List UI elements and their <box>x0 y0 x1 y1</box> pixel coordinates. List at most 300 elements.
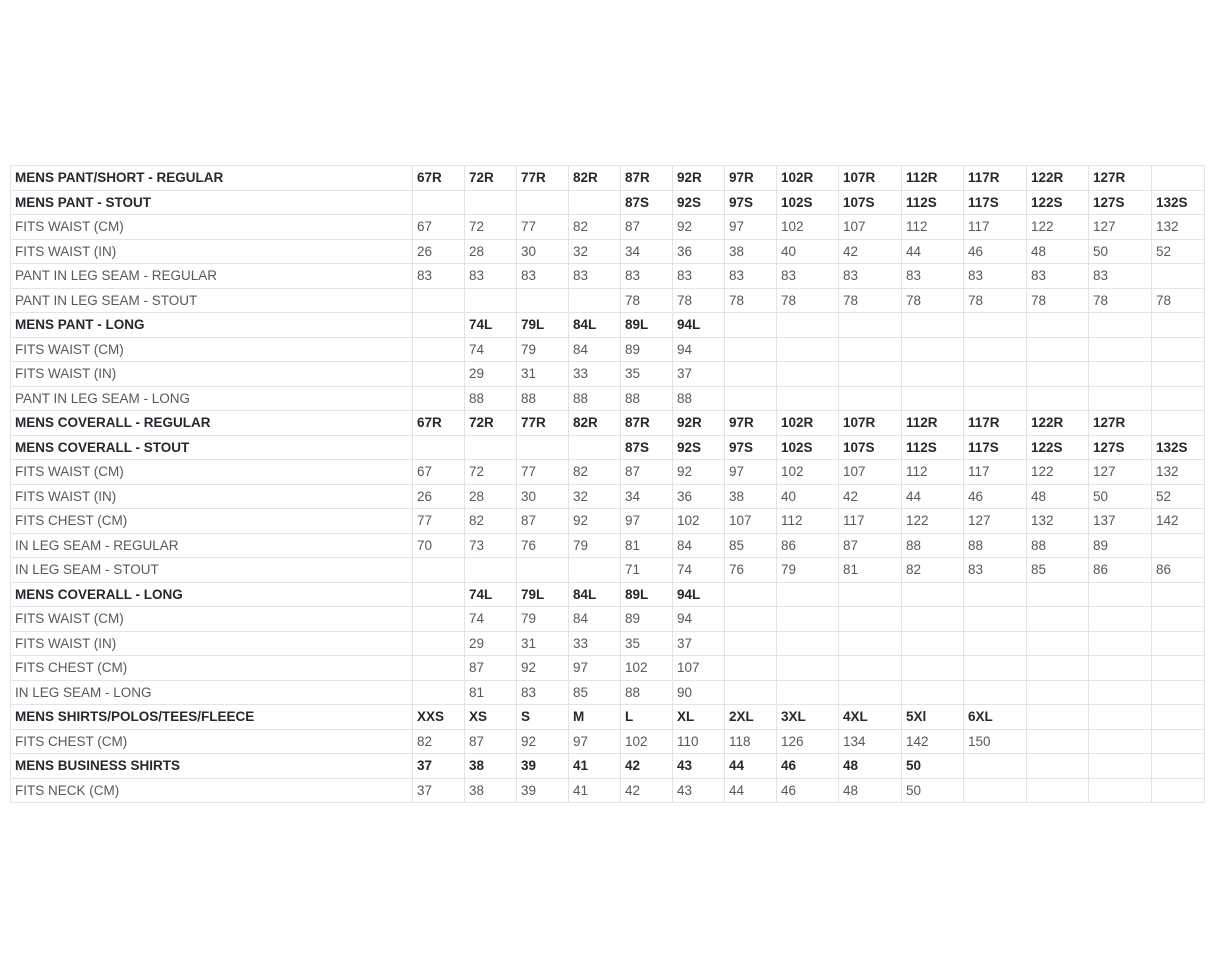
size-value-cell: 117S <box>964 190 1027 215</box>
size-value-cell: 127S <box>1089 190 1152 215</box>
size-value-cell: 39 <box>517 754 569 779</box>
size-value-cell: 92 <box>569 509 621 534</box>
size-value-cell: 112 <box>777 509 839 534</box>
size-value-cell <box>902 631 964 656</box>
size-value-cell <box>725 680 777 705</box>
size-value-cell: 94L <box>673 582 725 607</box>
size-value-cell <box>725 337 777 362</box>
size-value-cell: 132S <box>1152 435 1205 460</box>
size-value-cell <box>1027 337 1089 362</box>
row-label: FITS WAIST (CM) <box>11 607 413 632</box>
size-value-cell: 87 <box>465 729 517 754</box>
size-value-cell: 112R <box>902 411 964 436</box>
size-value-cell <box>964 313 1027 338</box>
size-value-cell: 150 <box>964 729 1027 754</box>
size-value-cell: 74L <box>465 582 517 607</box>
size-value-cell: 87 <box>839 533 902 558</box>
size-value-cell <box>413 190 465 215</box>
size-value-cell <box>964 386 1027 411</box>
size-value-cell <box>777 656 839 681</box>
size-value-cell: 85 <box>1027 558 1089 583</box>
size-value-cell: 34 <box>621 239 673 264</box>
spec-row <box>11 558 1205 583</box>
size-value-cell: 28 <box>465 239 517 264</box>
size-value-cell: 87 <box>621 215 673 240</box>
size-value-cell: 97R <box>725 411 777 436</box>
size-value-cell <box>1089 607 1152 632</box>
size-value-cell: 32 <box>569 484 621 509</box>
size-value-cell <box>413 435 465 460</box>
spec-row <box>11 215 1205 240</box>
size-value-cell: 48 <box>839 754 902 779</box>
size-value-cell <box>517 190 569 215</box>
size-value-cell: 97 <box>569 729 621 754</box>
size-value-cell: 107R <box>839 166 902 191</box>
size-value-cell <box>413 386 465 411</box>
size-value-cell: 46 <box>777 778 839 803</box>
size-value-cell: 137 <box>1089 509 1152 534</box>
size-value-cell: 132 <box>1152 215 1205 240</box>
size-value-cell <box>777 337 839 362</box>
spec-row <box>11 337 1205 362</box>
size-value-cell: 83 <box>517 680 569 705</box>
size-value-cell: 83 <box>777 264 839 289</box>
size-value-cell <box>1027 631 1089 656</box>
size-value-cell: 87 <box>621 460 673 485</box>
size-value-cell <box>517 288 569 313</box>
size-value-cell: 2XL <box>725 705 777 730</box>
row-label: IN LEG SEAM - LONG <box>11 680 413 705</box>
size-value-cell: 50 <box>1089 239 1152 264</box>
size-value-cell: XL <box>673 705 725 730</box>
size-value-cell: 67R <box>413 166 465 191</box>
size-value-cell: 132 <box>1152 460 1205 485</box>
size-value-cell: 97S <box>725 190 777 215</box>
size-value-cell <box>725 362 777 387</box>
size-value-cell: 117R <box>964 411 1027 436</box>
size-value-cell: 142 <box>1152 509 1205 534</box>
size-value-cell: 142 <box>902 729 964 754</box>
size-value-cell <box>1027 754 1089 779</box>
size-value-cell: 5Xl <box>902 705 964 730</box>
size-value-cell: 52 <box>1152 484 1205 509</box>
size-value-cell: 84 <box>673 533 725 558</box>
size-value-cell <box>465 558 517 583</box>
size-value-cell: 78 <box>839 288 902 313</box>
spec-row <box>11 631 1205 656</box>
size-value-cell: 87R <box>621 166 673 191</box>
size-value-cell <box>1152 754 1205 779</box>
size-value-cell: 42 <box>839 239 902 264</box>
size-value-cell: L <box>621 705 673 730</box>
size-value-cell: 78 <box>964 288 1027 313</box>
size-value-cell: 78 <box>1152 288 1205 313</box>
size-value-cell: 87 <box>517 509 569 534</box>
size-value-cell: 86 <box>777 533 839 558</box>
size-value-cell <box>839 582 902 607</box>
size-value-cell: 72R <box>465 411 517 436</box>
size-value-cell <box>1152 411 1205 436</box>
size-value-cell <box>839 680 902 705</box>
spec-row <box>11 729 1205 754</box>
size-value-cell: 35 <box>621 362 673 387</box>
size-value-cell: 29 <box>465 631 517 656</box>
size-chart-body <box>11 166 1205 803</box>
size-value-cell: 88 <box>621 680 673 705</box>
size-value-cell <box>1089 582 1152 607</box>
size-value-cell: 74 <box>673 558 725 583</box>
size-value-cell <box>1027 386 1089 411</box>
size-value-cell: 30 <box>517 239 569 264</box>
size-value-cell <box>569 558 621 583</box>
size-value-cell: 83 <box>964 264 1027 289</box>
size-value-cell: 44 <box>902 239 964 264</box>
size-value-cell: 88 <box>621 386 673 411</box>
row-label: MENS PANT/SHORT - REGULAR <box>11 166 413 191</box>
size-value-cell <box>839 631 902 656</box>
size-value-cell: 79 <box>777 558 839 583</box>
size-value-cell: 33 <box>569 631 621 656</box>
size-value-cell: 92R <box>673 411 725 436</box>
size-value-cell: 74 <box>465 607 517 632</box>
size-value-cell: 33 <box>569 362 621 387</box>
size-value-cell: 88 <box>517 386 569 411</box>
size-value-cell: 92S <box>673 435 725 460</box>
size-value-cell: 87S <box>621 435 673 460</box>
size-value-cell: 40 <box>777 239 839 264</box>
size-value-cell <box>1027 729 1089 754</box>
size-value-cell <box>839 362 902 387</box>
spec-row <box>11 533 1205 558</box>
size-value-cell: 107 <box>673 656 725 681</box>
size-value-cell: 102 <box>621 729 673 754</box>
size-value-cell <box>777 631 839 656</box>
size-value-cell: 31 <box>517 362 569 387</box>
size-value-cell: 122R <box>1027 411 1089 436</box>
size-value-cell: 90 <box>673 680 725 705</box>
size-value-cell <box>1152 607 1205 632</box>
size-value-cell: 86 <box>1152 558 1205 583</box>
size-value-cell: 122S <box>1027 190 1089 215</box>
size-value-cell <box>1027 656 1089 681</box>
row-label: FITS WAIST (IN) <box>11 362 413 387</box>
size-value-cell: 78 <box>673 288 725 313</box>
size-value-cell: 82 <box>465 509 517 534</box>
size-value-cell: 82 <box>902 558 964 583</box>
size-value-cell: 72 <box>465 215 517 240</box>
row-label: FITS NECK (CM) <box>11 778 413 803</box>
size-value-cell: M <box>569 705 621 730</box>
size-value-cell <box>1027 607 1089 632</box>
section-header-row <box>11 754 1205 779</box>
size-value-cell: 89 <box>1089 533 1152 558</box>
size-value-cell <box>964 778 1027 803</box>
size-value-cell <box>777 582 839 607</box>
size-value-cell: 107 <box>839 215 902 240</box>
size-value-cell <box>465 435 517 460</box>
size-value-cell: 97 <box>569 656 621 681</box>
size-value-cell: 37 <box>673 631 725 656</box>
size-value-cell: 117 <box>964 460 1027 485</box>
size-value-cell: 117 <box>964 215 1027 240</box>
size-value-cell: 67 <box>413 215 465 240</box>
size-value-cell: 81 <box>839 558 902 583</box>
size-value-cell: 88 <box>465 386 517 411</box>
spec-row <box>11 509 1205 534</box>
size-value-cell <box>1152 166 1205 191</box>
spec-row <box>11 386 1205 411</box>
spec-row <box>11 264 1205 289</box>
row-label: FITS WAIST (IN) <box>11 239 413 264</box>
size-value-cell: 43 <box>673 778 725 803</box>
size-value-cell: 92 <box>517 656 569 681</box>
row-label: PANT IN LEG SEAM - LONG <box>11 386 413 411</box>
size-value-cell <box>1027 582 1089 607</box>
size-value-cell <box>725 631 777 656</box>
size-value-cell: 88 <box>964 533 1027 558</box>
section-header-row <box>11 582 1205 607</box>
size-value-cell <box>902 582 964 607</box>
size-value-cell <box>1152 313 1205 338</box>
size-value-cell <box>964 337 1027 362</box>
size-value-cell: 117 <box>839 509 902 534</box>
size-value-cell <box>1152 533 1205 558</box>
size-value-cell <box>902 386 964 411</box>
size-value-cell <box>1152 778 1205 803</box>
row-label: FITS WAIST (CM) <box>11 337 413 362</box>
row-label: PANT IN LEG SEAM - STOUT <box>11 288 413 313</box>
size-value-cell <box>1152 386 1205 411</box>
size-value-cell <box>1089 631 1152 656</box>
size-value-cell: 46 <box>777 754 839 779</box>
size-value-cell: 77 <box>517 215 569 240</box>
size-value-cell: 94 <box>673 337 725 362</box>
size-value-cell: 72R <box>465 166 517 191</box>
spec-row <box>11 607 1205 632</box>
size-value-cell: 74L <box>465 313 517 338</box>
size-value-cell <box>725 607 777 632</box>
size-value-cell: 87 <box>465 656 517 681</box>
size-value-cell <box>839 656 902 681</box>
size-value-cell <box>902 680 964 705</box>
size-value-cell <box>1152 582 1205 607</box>
size-value-cell: 112S <box>902 435 964 460</box>
size-value-cell <box>964 754 1027 779</box>
size-value-cell: 83 <box>1089 264 1152 289</box>
size-value-cell <box>964 656 1027 681</box>
size-value-cell <box>777 607 839 632</box>
size-value-cell: 48 <box>839 778 902 803</box>
size-value-cell: 107S <box>839 190 902 215</box>
size-value-cell <box>964 582 1027 607</box>
size-value-cell <box>1152 729 1205 754</box>
size-value-cell: 71 <box>621 558 673 583</box>
size-value-cell <box>1089 729 1152 754</box>
size-value-cell: 44 <box>725 754 777 779</box>
size-value-cell: 122 <box>902 509 964 534</box>
row-label: MENS PANT - STOUT <box>11 190 413 215</box>
size-value-cell <box>902 607 964 632</box>
size-value-cell: 132 <box>1027 509 1089 534</box>
size-value-cell <box>1089 386 1152 411</box>
size-value-cell: 97R <box>725 166 777 191</box>
size-value-cell: 85 <box>569 680 621 705</box>
size-value-cell <box>1027 778 1089 803</box>
size-value-cell: 97 <box>725 215 777 240</box>
size-value-cell: 97 <box>725 460 777 485</box>
size-value-cell: 87S <box>621 190 673 215</box>
size-value-cell: 38 <box>465 778 517 803</box>
size-value-cell: 127R <box>1089 411 1152 436</box>
spec-row <box>11 778 1205 803</box>
size-value-cell: 94L <box>673 313 725 338</box>
spec-row <box>11 239 1205 264</box>
size-value-cell: 32 <box>569 239 621 264</box>
size-value-cell: 26 <box>413 484 465 509</box>
size-value-cell: 39 <box>517 778 569 803</box>
size-value-cell: 83 <box>569 264 621 289</box>
size-value-cell: 102S <box>777 435 839 460</box>
size-value-cell <box>517 558 569 583</box>
size-value-cell <box>1027 313 1089 338</box>
size-value-cell: 82 <box>569 215 621 240</box>
size-value-cell: 50 <box>902 754 964 779</box>
row-label: MENS COVERALL - STOUT <box>11 435 413 460</box>
size-value-cell <box>413 362 465 387</box>
size-value-cell: 79L <box>517 313 569 338</box>
size-value-cell: 102R <box>777 411 839 436</box>
size-value-cell <box>725 313 777 338</box>
size-value-cell: 28 <box>465 484 517 509</box>
size-value-cell <box>725 582 777 607</box>
size-value-cell: 46 <box>964 239 1027 264</box>
row-label: IN LEG SEAM - REGULAR <box>11 533 413 558</box>
spec-row <box>11 362 1205 387</box>
size-value-cell: 30 <box>517 484 569 509</box>
size-value-cell <box>413 313 465 338</box>
size-value-cell: 117R <box>964 166 1027 191</box>
size-value-cell <box>902 313 964 338</box>
size-value-cell: 102 <box>777 215 839 240</box>
size-value-cell: 38 <box>465 754 517 779</box>
size-value-cell: 44 <box>725 778 777 803</box>
size-value-cell <box>517 435 569 460</box>
size-value-cell: 112R <box>902 166 964 191</box>
size-value-cell: 102R <box>777 166 839 191</box>
size-value-cell: 122S <box>1027 435 1089 460</box>
size-value-cell <box>1152 705 1205 730</box>
size-value-cell <box>839 313 902 338</box>
row-label: MENS PANT - LONG <box>11 313 413 338</box>
size-value-cell: 84 <box>569 337 621 362</box>
size-value-cell <box>964 362 1027 387</box>
size-value-cell: 41 <box>569 778 621 803</box>
row-label: FITS CHEST (CM) <box>11 729 413 754</box>
row-label: FITS WAIST (CM) <box>11 460 413 485</box>
size-value-cell: 31 <box>517 631 569 656</box>
size-value-cell: 74 <box>465 337 517 362</box>
size-value-cell <box>1089 362 1152 387</box>
size-value-cell: 36 <box>673 484 725 509</box>
size-value-cell: 73 <box>465 533 517 558</box>
size-value-cell: 127S <box>1089 435 1152 460</box>
size-value-cell: 127 <box>1089 215 1152 240</box>
size-value-cell: 89 <box>621 337 673 362</box>
size-value-cell: 38 <box>725 239 777 264</box>
size-value-cell: 118 <box>725 729 777 754</box>
row-label: FITS CHEST (CM) <box>11 656 413 681</box>
size-value-cell: 76 <box>725 558 777 583</box>
size-value-cell <box>1152 680 1205 705</box>
row-label: MENS COVERALL - REGULAR <box>11 411 413 436</box>
size-value-cell: 84 <box>569 607 621 632</box>
size-value-cell: 38 <box>725 484 777 509</box>
size-value-cell: 85 <box>725 533 777 558</box>
size-chart-table <box>10 165 1205 803</box>
size-value-cell: 67 <box>413 460 465 485</box>
size-value-cell <box>839 337 902 362</box>
size-value-cell: 81 <box>621 533 673 558</box>
size-value-cell: 88 <box>902 533 964 558</box>
size-value-cell: 48 <box>1027 484 1089 509</box>
row-label: IN LEG SEAM - STOUT <box>11 558 413 583</box>
size-value-cell: 112 <box>902 215 964 240</box>
size-value-cell <box>1089 778 1152 803</box>
size-value-cell: 41 <box>569 754 621 779</box>
size-value-cell: 92 <box>673 215 725 240</box>
size-value-cell: 3XL <box>777 705 839 730</box>
size-value-cell: 82 <box>413 729 465 754</box>
size-value-cell: 83 <box>1027 264 1089 289</box>
size-value-cell <box>413 607 465 632</box>
size-value-cell: 83 <box>517 264 569 289</box>
size-value-cell: 43 <box>673 754 725 779</box>
size-value-cell: 94 <box>673 607 725 632</box>
spec-row <box>11 484 1205 509</box>
size-value-cell <box>725 656 777 681</box>
size-value-cell: 78 <box>902 288 964 313</box>
size-value-cell: 89L <box>621 582 673 607</box>
size-value-cell <box>1152 337 1205 362</box>
size-value-cell: 82 <box>569 460 621 485</box>
row-label: MENS COVERALL - LONG <box>11 582 413 607</box>
size-value-cell <box>1152 656 1205 681</box>
size-value-cell <box>413 680 465 705</box>
size-value-cell: 82R <box>569 411 621 436</box>
size-value-cell: 83 <box>621 264 673 289</box>
size-value-cell: 77 <box>413 509 465 534</box>
spec-row <box>11 288 1205 313</box>
size-value-cell: 126 <box>777 729 839 754</box>
spec-row <box>11 460 1205 485</box>
size-value-cell: 97 <box>621 509 673 534</box>
size-value-cell: 6XL <box>964 705 1027 730</box>
size-value-cell: 50 <box>902 778 964 803</box>
size-value-cell <box>413 631 465 656</box>
row-label: FITS WAIST (IN) <box>11 631 413 656</box>
size-value-cell: 78 <box>777 288 839 313</box>
size-value-cell: 127R <box>1089 166 1152 191</box>
size-value-cell <box>725 386 777 411</box>
size-value-cell <box>1089 337 1152 362</box>
size-value-cell: 122 <box>1027 460 1089 485</box>
size-value-cell <box>413 337 465 362</box>
row-label: FITS WAIST (CM) <box>11 215 413 240</box>
size-value-cell: 79 <box>517 337 569 362</box>
size-value-cell: 92 <box>517 729 569 754</box>
size-value-cell: 88 <box>673 386 725 411</box>
size-value-cell <box>902 337 964 362</box>
